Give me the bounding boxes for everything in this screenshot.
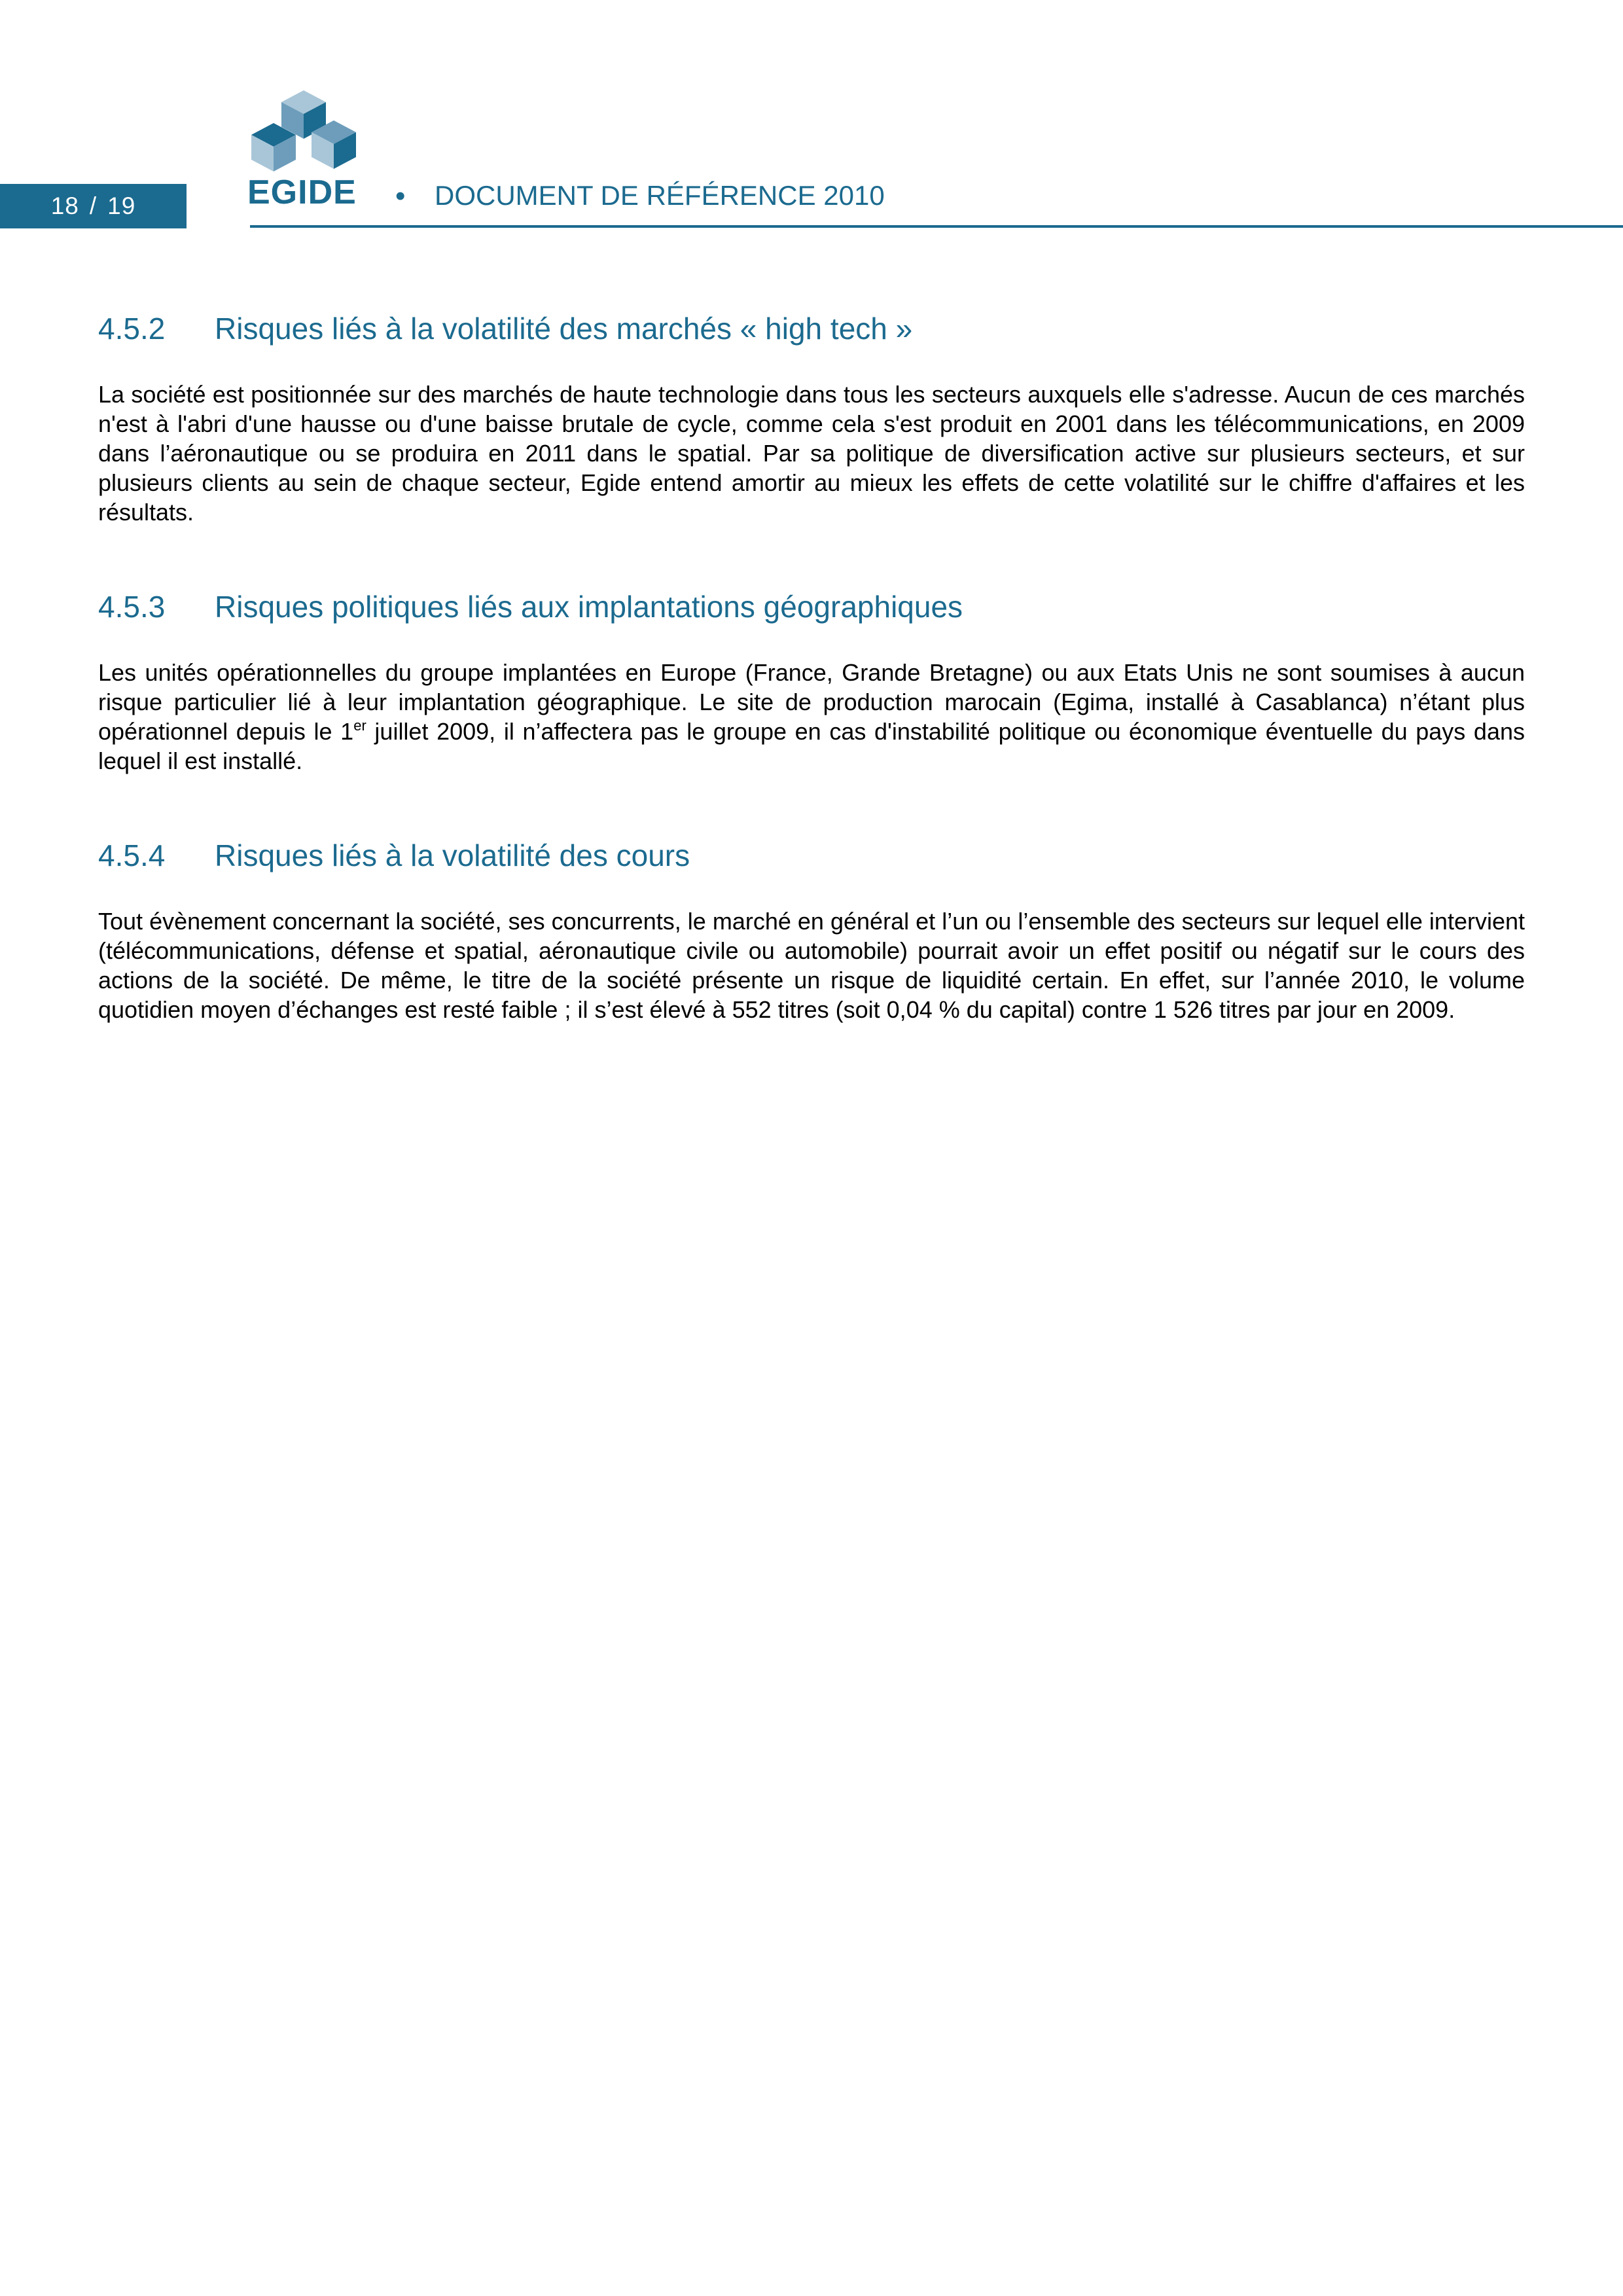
body-text-part-2: juillet 2009, il n’affectera pas le groupe en cas d'instabilité politique ou économique éventuelle du pays dans lequel il est installé. — [98, 718, 1525, 774]
section-title: Risques liés à la volatilité des marchés « high tech » — [215, 312, 913, 346]
section-number: 4.5.4 — [98, 838, 166, 872]
document-title: DOCUMENT DE RÉFÉRENCE 2010 — [435, 180, 885, 211]
section-body: La société est positionnée sur des marchés de haute technologie dans tous les secteurs auxquels elle s'adresse. Aucun de ces marchés n'est à l'abri d'une hausse ou d'une baisse brutale de cycle, comme cela s'est produit en 2001 dans les télécommunications, en 2009 dans l’aéronautique ou se produira en 2011 dans le spatial. Par sa politique de diversification active sur plusieurs secteurs, et sur plusieurs clients au sein de chaque secteur, Egide entend amortir au mieux les effets de cette volatilité sur le chiffre d'affaires et les résultats. — [98, 381, 1525, 526]
section-4-5-4 — [98, 836, 1525, 1024]
section-number: 4.5.2 — [98, 312, 166, 346]
page-total: 19 — [107, 192, 136, 219]
section-title: Risques liés à la volatilité des cours — [215, 838, 690, 872]
section-title: Risques politiques liés aux implantations géographiques — [215, 590, 963, 624]
page-current: 18 — [50, 192, 79, 219]
egide-logo-wordmark: EGIDE — [247, 173, 357, 211]
header-bullet: • — [395, 180, 406, 212]
section-heading — [98, 309, 1525, 348]
body-text-part-1: Les unités opérationnelles du groupe implantées en Europe (France, Grande Bretagne) ou aux Etats Unis ne sont soumises à aucun risque particulier lié à leur implantation géographique. Le site de production marocain (Egima, installé à Casablanca) n’étant plus opérationnel depuis le 1 — [98, 659, 1525, 745]
section-heading — [98, 836, 1525, 875]
page-indicator — [0, 184, 187, 228]
section-body — [98, 658, 1525, 776]
section-number: 4.5.3 — [98, 590, 166, 624]
page-separator: / — [89, 192, 98, 219]
section-heading — [98, 587, 1525, 626]
section-body: Tout évènement concernant la société, ses concurrents, le marché en général et l’un ou l’ensemble des secteurs sur lequel elle intervient (télécommunications, défense et spatial, aéronautique civile ou automobile) pourrait avoir un effet positif ou négatif sur le cours des actions de la société. De même, le titre de la société présente un risque de liquidité certain. En effet, sur l’année 2010, le volume quotidien moyen d’échanges est resté faible ; il s’est élevé à 552 titres (soit 0,04 % du capital) contre 1 526 titres par jour en 2009. — [98, 908, 1525, 1023]
ordinal-superscript: er — [353, 717, 366, 734]
section-4-5-3 — [98, 587, 1525, 776]
header-divider — [250, 225, 1623, 228]
section-4-5-2 — [98, 309, 1525, 527]
